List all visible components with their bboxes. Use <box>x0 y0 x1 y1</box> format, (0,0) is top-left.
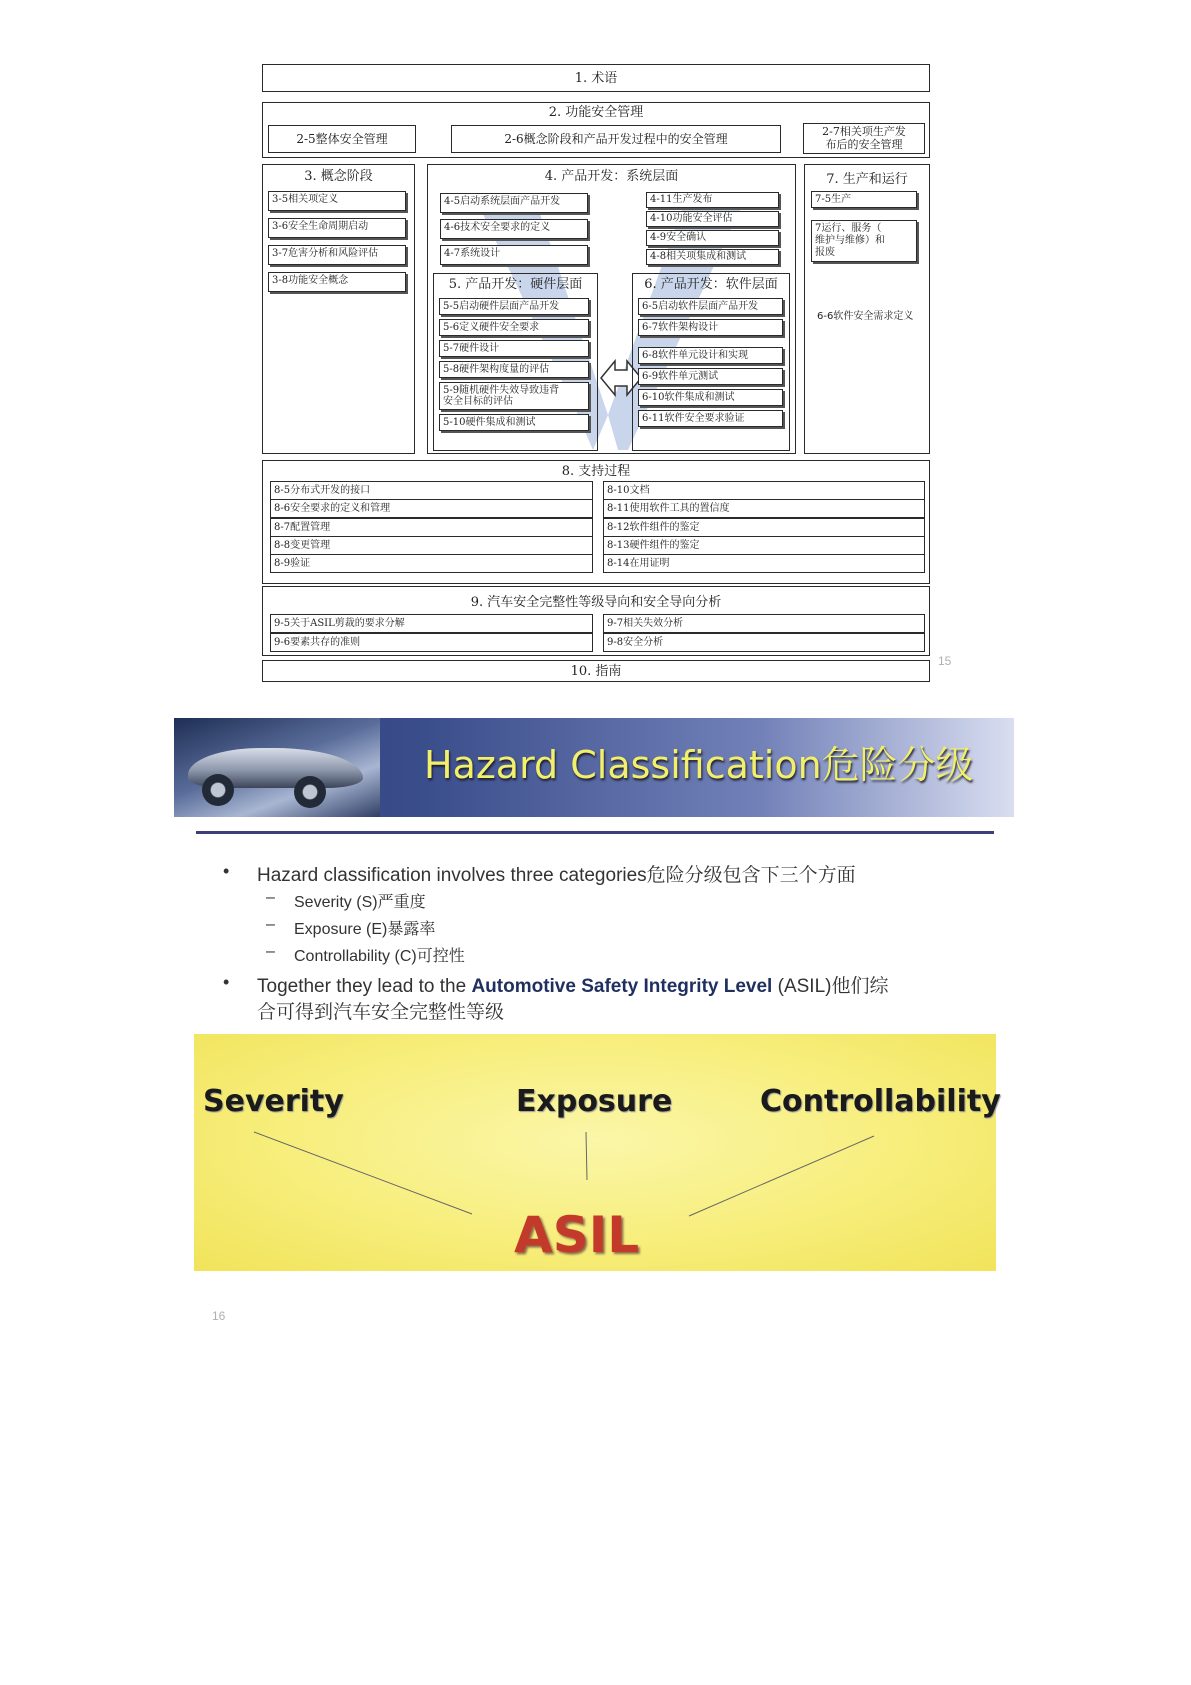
box-4-9: 4-9安全确认 <box>646 230 779 246</box>
section-7-title: 7. 生产和运行 <box>826 172 908 187</box>
section-3-title: 3. 概念阶段 <box>304 169 373 184</box>
box-4-11: 4-11生产发布 <box>646 192 779 208</box>
label-asil: ASIL <box>514 1206 640 1264</box>
box-4-7: 4-7系统设计 <box>440 245 588 265</box>
row-9-8: 9-8安全分析 <box>603 633 925 652</box>
row-8-11: 8-11使用软件工具的置信度 <box>603 499 925 518</box>
section-6-software <box>632 273 790 451</box>
label-severity: Severity <box>203 1084 344 1119</box>
section-7-production <box>804 164 930 454</box>
box-3-8: 3-8功能安全概念 <box>268 272 406 292</box>
section-9-asil <box>262 586 930 656</box>
sub-bullet-controllability: Controllability (C)可控性 <box>294 948 465 965</box>
section-1-label: 1. 术语 <box>574 71 618 86</box>
row-8-9: 8-9验证 <box>270 554 593 573</box>
sub-bullet-severity: Severity (S)严重度 <box>294 894 426 911</box>
bullet-2-post: (ASIL)他们综 <box>772 976 889 997</box>
section-1-terms <box>262 64 930 92</box>
row-8-14: 8-14在用证明 <box>603 554 925 573</box>
bullet-1: Hazard classification involves three categories危险分级包含下三个方面 <box>257 865 856 886</box>
row-9-5: 9-5关于ASIL剪裁的要求分解 <box>270 614 593 633</box>
box-6-9: 6-9软件单元测试 <box>638 368 783 385</box>
box-2-7-line1: 2-7相关项生产发 <box>822 125 906 138</box>
slide-hazard-classification <box>174 718 1014 1323</box>
row-8-6: 8-6安全要求的定义和管理 <box>270 499 593 518</box>
box-2-6-label: 2-6概念阶段和产品开发过程中的安全管理 <box>504 132 728 146</box>
box-4-6: 4-6技术安全要求的定义 <box>440 219 588 239</box>
box-6-5: 6-5启动软件层面产品开发 <box>638 298 783 315</box>
section-8-title: 8. 支持过程 <box>561 464 631 479</box>
box-5-7: 5-7硬件设计 <box>439 340 589 357</box>
car-wheel-front <box>202 774 234 806</box>
slide-title: Hazard Classification危险分级 <box>424 743 974 787</box>
box-2-7 <box>803 123 925 154</box>
overlay-6-6-label: 6-6软件安全需求定义 <box>817 311 914 322</box>
box-3-6: 3-6安全生命周期启动 <box>268 218 406 238</box>
sub-bullet-exposure: Exposure (E)暴露率 <box>294 921 436 938</box>
box-7-6-line2: 维护与维修）和 <box>815 235 885 246</box>
box-6-7: 6-7软件架构设计 <box>638 319 783 336</box>
diagram-page-number: 15 <box>938 654 952 668</box>
row-8-8: 8-8变更管理 <box>270 536 593 555</box>
car-wheel-rear <box>294 776 326 808</box>
asil-diagram <box>194 1034 1001 1271</box>
box-2-6 <box>451 125 781 153</box>
box-7-5: 7-5生产 <box>811 191 917 208</box>
box-5-9 <box>439 382 589 410</box>
bullet-dot-1: • <box>223 861 230 881</box>
box-2-5 <box>268 125 416 153</box>
car-image <box>174 718 380 817</box>
section-4-title: 4. 产品开发：系统层面 <box>544 169 679 184</box>
section-9-title: 9. 汽车安全完整性等级导向和安全导向分析 <box>470 595 722 610</box>
section-6-title: 6. 产品开发：软件层面 <box>644 277 778 292</box>
box-6-11: 6-11软件安全要求验证 <box>638 410 783 427</box>
slide-banner <box>174 718 1014 817</box>
box-7-6-line1: 7运行、服务（ <box>815 223 882 234</box>
bullet-2-bold: Automotive Safety Integrity Level <box>471 976 773 997</box>
label-exposure: Exposure <box>516 1084 673 1119</box>
box-3-7: 3-7危害分析和风险评估 <box>268 245 406 265</box>
section-10-label: 10. 指南 <box>570 664 622 679</box>
title-divider <box>196 831 994 834</box>
row-9-7: 9-7相关失效分析 <box>603 614 925 633</box>
box-6-10: 6-10软件集成和测试 <box>638 389 783 406</box>
box-3-5: 3-5相关项定义 <box>268 191 406 211</box>
section-10-guide <box>262 660 930 682</box>
box-5-10: 5-10硬件集成和测试 <box>439 414 589 431</box>
label-controllability: Controllability <box>760 1084 1001 1119</box>
box-4-8: 4-8相关项集成和测试 <box>646 249 779 265</box>
row-8-7: 8-7配置管理 <box>270 518 593 537</box>
box-5-5: 5-5启动硬件层面产品开发 <box>439 298 589 315</box>
dash-icon: – <box>266 916 275 933</box>
bullet-2-pre: Together they lead to the <box>257 976 472 997</box>
box-6-8: 6-8软件单元设计和实现 <box>638 347 783 364</box>
row-8-12: 8-12软件组件的鉴定 <box>603 518 925 537</box>
bullet-2-line2: 合可得到汽车安全完整性等级 <box>257 1002 505 1023</box>
box-5-9-line2: 安全目标的评估 <box>443 396 513 407</box>
box-5-8: 5-8硬件架构度量的评估 <box>439 361 589 378</box>
box-5-6: 5-6定义硬件安全要求 <box>439 319 589 336</box>
box-4-5: 4-5启动系统层面产品开发 <box>440 193 588 213</box>
iso26262-diagram <box>262 62 952 682</box>
bullet-dot-2: • <box>223 972 230 992</box>
section-2-title: 2. 功能安全管理 <box>548 105 644 120</box>
row-9-6: 9-6要素共存的准则 <box>270 633 593 652</box>
section-4-system <box>427 164 796 454</box>
section-8-support <box>262 460 930 584</box>
section-5-hardware <box>433 273 598 451</box>
box-2-7-line2: 布后的安全管理 <box>825 138 903 151</box>
section-5-title: 5. 产品开发：硬件层面 <box>448 277 583 292</box>
row-8-5: 8-5分布式开发的接口 <box>270 481 593 500</box>
row-8-13: 8-13硬件组件的鉴定 <box>603 536 925 555</box>
section-3-concept <box>262 164 415 454</box>
section-2-safety-mgmt <box>262 102 930 158</box>
box-2-5-label: 2-5整体安全管理 <box>296 132 388 146</box>
row-8-10: 8-10文档 <box>603 481 925 500</box>
box-4-10: 4-10功能安全评估 <box>646 211 779 227</box>
box-5-9-line1: 5-9随机硬件失效导致违背 <box>443 385 560 396</box>
dash-icon: – <box>266 943 275 960</box>
box-7-6 <box>811 220 917 262</box>
dash-icon: – <box>266 889 275 906</box>
slide-page-number: 16 <box>212 1309 226 1323</box>
box-7-6-line3: 报废 <box>815 247 835 258</box>
bullet-2 <box>257 971 888 998</box>
